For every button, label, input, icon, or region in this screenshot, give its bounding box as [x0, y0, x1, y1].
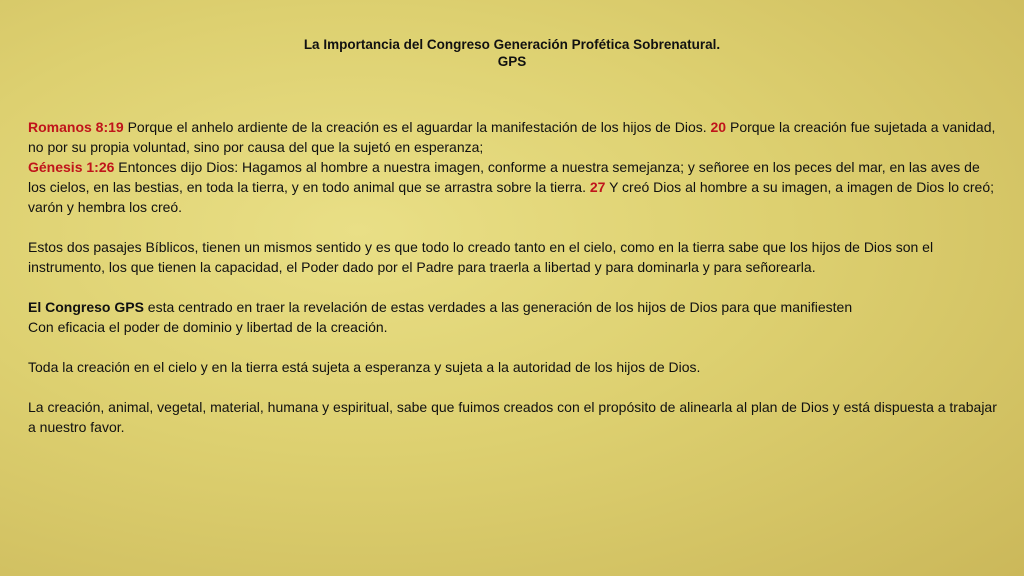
- verse-number: 20: [710, 119, 727, 135]
- verse-number: 27: [589, 179, 606, 195]
- paragraph-congress: [28, 297, 1000, 337]
- congress-name: El Congreso GPS: [28, 299, 144, 315]
- slide-body: [28, 117, 1000, 457]
- congress-text: esta centrado en traer la revelación de estas verdades a las generación de los hijos de Dios para que manifiesten: [143, 299, 853, 315]
- paragraph-creation-subject: Toda la creación en el cielo y en la tierra está sujeta a esperanza y sujeta a la autoridad de los hijos de Dios.: [28, 359, 701, 375]
- scripture-paragraph: [28, 117, 1000, 217]
- title-block: [0, 36, 1024, 70]
- paragraph-passages-meaning: Estos dos pasajes Bíblicos, tienen un mismos sentido y es que todo lo creado tanto en el cielo, como en la tierra sabe que los hijos de Dios son el instrumento, los que tienen la capacidad, el Poder dado por el Padre para traerla a libertad y para dominarla y para señorearla.: [28, 239, 934, 275]
- scripture-text: Y creó Dios al hombre a su imagen, a imagen de Dios lo creó; varón y hembra los creó.: [28, 179, 995, 215]
- scripture-reference: Génesis 1:26: [28, 159, 115, 175]
- scripture-text: Entonces dijo Dios: Hagamos al hombre a nuestra imagen, conforme a nuestra semejanza; y señoree en los peces del mar, en las aves de los cielos, en las bestias, en toda la tierra, y en todo animal que se arrastra sobre la tierra.: [28, 159, 980, 195]
- congress-text-line2: Con eficacia el poder de dominio y libertad de la creación.: [28, 319, 388, 335]
- page-subtitle: GPS: [497, 54, 527, 69]
- paragraph-creation-aligned: La creación, animal, vegetal, material, humana y espiritual, sabe que fuimos creados con el propósito de alinearla al plan de Dios y está dispuesta a trabajar a nuestro favor.: [28, 399, 997, 435]
- page-title: La Importancia del Congreso Generación Profética Sobrenatural.: [303, 37, 721, 52]
- scripture-reference: Romanos 8:19: [28, 119, 124, 135]
- scripture-text: Porque el anhelo ardiente de la creación es el aguardar la manifestación de los hijos de Dios.: [123, 119, 711, 135]
- scripture-text: Porque la creación fue sujetada a vanidad, no por su propia voluntad, sino por causa del que la sujetó en esperanza;: [28, 119, 996, 155]
